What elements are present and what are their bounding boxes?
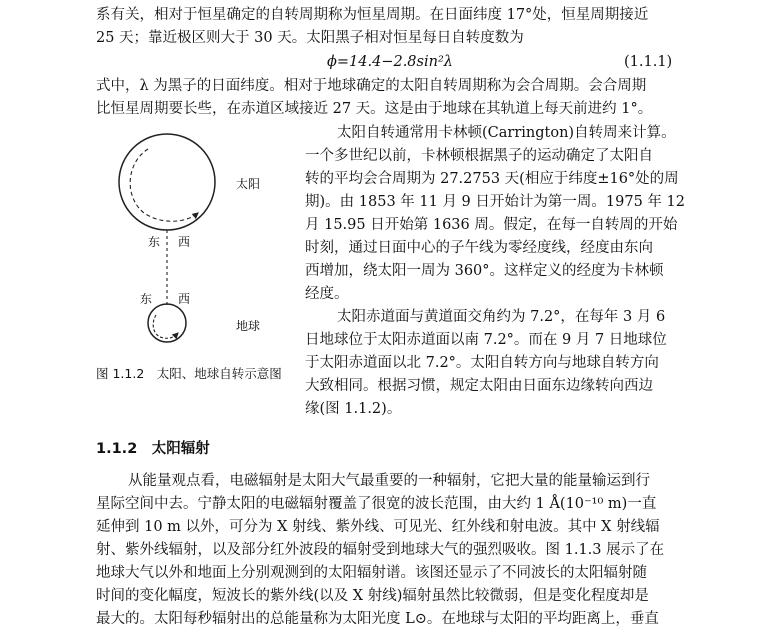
figure-caption: 图 1.1.2 太阳、地球自转示意图 (96, 366, 282, 381)
text-line: 式中，λ 为黑子的日面纬度。相对于地球确定的太阳自转周期称为会合周期。会合周期 (96, 78, 647, 94)
text-line: 从能量观点看，电磁辐射是太阳大气最重要的一种辐射，它把大量的能量输运到行 (128, 473, 650, 489)
text-line: 太阳自转通常用卡林顿(Carrington)自转周来计算。 (337, 125, 676, 141)
text-line: 时间的变化幅度，短波长的紫外线(以及 X 射线)辐射虽然比较微弱，但是变化程度却是 (96, 588, 649, 604)
text-line: 经度。 (305, 286, 349, 302)
text-line: 期)。由 1853 年 11 月 9 日开始计为第一周。1975 年 12 (305, 194, 685, 210)
text-line: 25 天；靠近极区则大于 30 天。太阳黑子相对恒星每日自转度数为 (96, 30, 524, 46)
text-line: 比恒星周期要长些，在赤道区域接近 27 天。这是由于地球在其轨道上每天前进约 1°。 (96, 101, 653, 117)
earth-circle (148, 304, 186, 342)
text-line: 星际空间中去。宁静太阳的电磁辐射覆盖了很宽的波长范围，由大约 1 Å(10⁻¹⁰ m)一直 (96, 496, 657, 512)
section-title: 太阳辐射 (151, 441, 210, 457)
west-label: 西 (178, 235, 191, 249)
east-label: 东 (148, 235, 161, 249)
text-line: 缘(图 1.1.2)。 (305, 401, 402, 417)
earth-rotation-arrow (153, 315, 178, 338)
text-line: 于太阳赤道面以北 7.2°。太阳自转方向与地球自转方向 (305, 355, 659, 371)
text-line: 地球大气以外和地面上分别观测到的太阳辐射谱。该图还显示了不同波长的太阳辐射随 (96, 565, 647, 581)
text-line: 西增加，绕太阳一周为 360°。这样定义的经度为卡林顿 (305, 263, 664, 279)
sun-label: 太阳 (236, 177, 261, 191)
text-line: 日地球位于太阳赤道面以南 7.2°。而在 9 月 7 日地球位 (305, 332, 667, 348)
text-line: 最大的。太阳每秒辐射出的总能量称为太阳光度 L⊙。在地球与太阳的平均距离上，垂直 (96, 611, 659, 627)
section-heading (96, 437, 210, 458)
text-line: 延伸到 10 m 以外，可分为 X 射线、紫外线、可见光、红外线和射电波。其中 X 射线辐 (96, 519, 660, 535)
earth-label: 地球 (236, 319, 261, 333)
sun-circle (119, 134, 215, 230)
text-line: 系有关，相对于恒星确定的自转周期称为恒星周期。在日面纬度 17°处，恒星周期接近 (96, 7, 649, 23)
equation-number: (1.1.1) (624, 54, 673, 70)
text-line: 转的平均会合周期为 27.2753 天(相应于纬度±16°处的周 (305, 171, 679, 187)
text-line: 射、紫外线辐射，以及部分红外波段的辐射受到地球大气的强烈吸收。图 1.1.3 展示了在 (96, 542, 665, 558)
west-label: 西 (178, 292, 191, 306)
text-line: 一个多世纪以前，卡林顿根据黑子的运动确定了太阳自 (305, 148, 653, 164)
text-line: 太阳赤道面与黄道面交角约为 7.2°，在每年 3 月 6 (337, 309, 666, 325)
section-number: 1.1.2 (96, 441, 138, 457)
equation-formula: ϕ=14.4−2.8sin²λ (327, 54, 453, 70)
text-line: 月 15.95 日开始第 1636 周。假定，在每一自转周的开始 (305, 217, 678, 233)
east-label: 东 (140, 292, 153, 306)
text-line: 时刻，通过日面中心的子午线为零经度线，经度由东向 (305, 240, 653, 256)
text-line: 大致相同。根据习惯，规定太阳由日面东边缘转向西边 (305, 378, 653, 394)
sun-rotation-arrow (130, 149, 198, 221)
sun-earth-rotation-figure (100, 125, 300, 365)
